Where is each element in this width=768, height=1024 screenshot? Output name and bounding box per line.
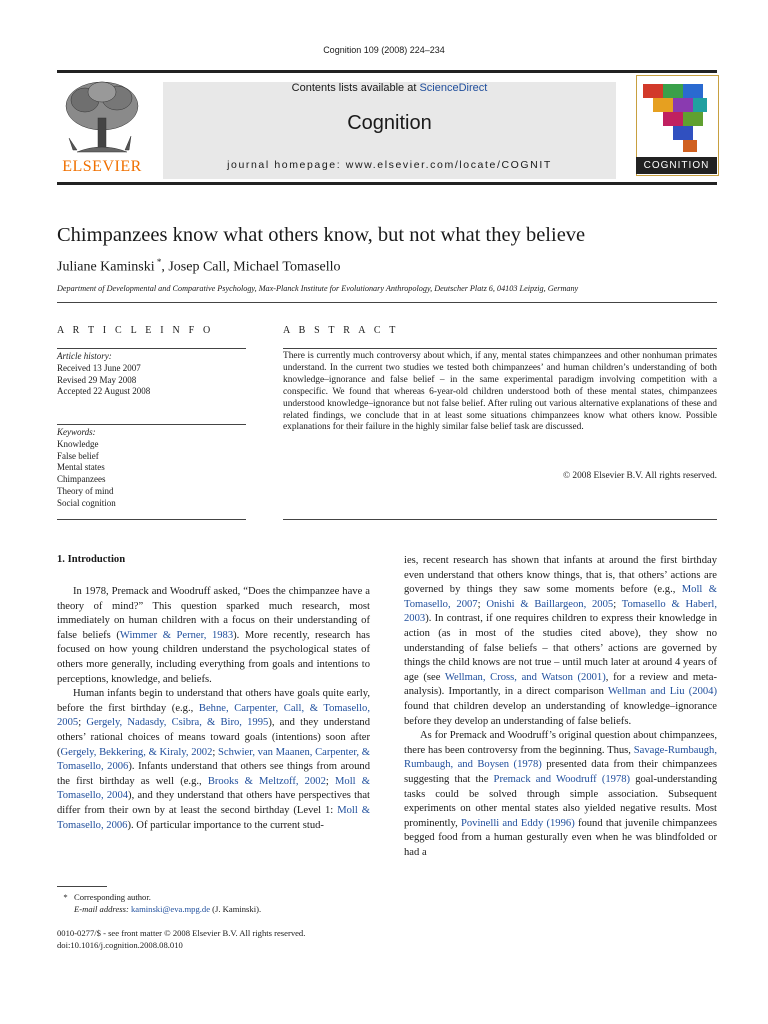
paragraph-text: found that juvenile chimpanzees begged food from a human gesturally even when he was blindfolded or had a [404, 817, 717, 858]
paragraph-text: goal-understanding tasks could be solved through simple association. Subsequent experiments on other mental states also yielded negative results. Most prominently, [404, 773, 717, 829]
paragraph-text: found that children develop an understanding of knowledge–ignorance before they develop an understanding of false beliefs. [404, 700, 717, 727]
paragraph-text: ; [325, 775, 335, 787]
front-matter-line: 0010-0277/$ - see front matter © 2008 Elsevier B.V. All rights reserved. [57, 928, 306, 938]
paragraph-text: ; [78, 717, 87, 729]
keyword: Mental states [57, 462, 105, 473]
section-heading-introduction: 1. Introduction [57, 554, 126, 565]
body-paragraph [404, 729, 717, 860]
citation-link[interactable]: Povinelli and Eddy (1996) [460, 817, 575, 829]
footnote-mark: * [63, 892, 68, 902]
paragraph-text: ). Of particular importance to the current stud- [127, 819, 324, 831]
contents-prefix: Contents lists available at [291, 82, 420, 94]
citation-link[interactable]: Moll & Tomasello, 2004 [57, 775, 370, 802]
abstract-rule [283, 348, 717, 349]
citation-link[interactable]: Premack and Woodruff (1978) [493, 773, 631, 785]
keyword: Theory of mind [57, 485, 114, 496]
email-link[interactable]: kaminski@eva.mpg.de [130, 904, 211, 914]
citation-link[interactable]: Moll & Tomasello, 2006 [57, 804, 370, 831]
article-history [57, 351, 246, 398]
paragraph-text: ; [613, 598, 622, 610]
paragraph-text: ), and they understand others’ rational choices of means toward goals (intentions) soon after ( [57, 717, 371, 758]
abstract-text: There is currently much controversy about which, if any, mental states chimpanzees and other nonhuman primates understand. In the current two studies we tested both chimpanzees’ and human children’s understanding of both knowledge–ignorance and false belief – in the same experimental paradigm involving competition with a conspecific. We found that whereas 6-year-old children understood both of these mental states, chimpanzees understood knowledge–ignorance but not false belief. After ruling out various alternative explanations of these and related findings, we conclude that in at least some situations chimpanzees know what others know. Possible explanations for their failure in the highly similar false belief task are discussed. [283, 351, 717, 433]
citation-link[interactable]: Moll & Tomasello, 2007 [404, 584, 717, 610]
paragraph-text: ies, recent research has shown that infants at around the first birthday even understand that others know things, that is, that others’ actions are governed by things they saw some moments before (e.g., [404, 555, 717, 596]
email-suffix: (J. Kaminski). [210, 904, 262, 914]
paragraph-text: ). More recently, research has focused on how young children understand the psychological states of others more generally, including everything from goals and intentions to perceptions, knowledge, and beliefs. [57, 629, 371, 685]
citation-link[interactable]: Schwier, van Maanen, Carpenter, & Tomasello, 2006 [57, 746, 371, 773]
body-paragraph [404, 554, 717, 729]
paragraph-text: , for a review and meta-analysis). Importantly, in a direct comparison [404, 671, 717, 698]
journal-homepage[interactable]: journal homepage: www.elsevier.com/locate/COGNIT [227, 159, 552, 171]
sciencedirect-link[interactable]: ScienceDirect [419, 82, 488, 94]
cover-label: COGNITION [636, 157, 717, 174]
other-authors: , Josep Call, Michael Tomasello [161, 259, 341, 275]
citation-link[interactable]: Wimmer & Perner, 1983 [119, 629, 234, 641]
journal-title: Cognition [347, 112, 432, 134]
paragraph-text: As for Premack and Woodruff’s original question about chimpanzees, there has been controversy from the beginning. Thus, [404, 730, 717, 756]
corresponding-author-mark[interactable]: * [154, 257, 162, 267]
author-list [57, 257, 341, 276]
elsevier-wordmark: ELSEVIER [62, 158, 142, 175]
history-revised: Revised 29 May 2008 [57, 374, 137, 385]
paper-title: Chimpanzees know what others know, but not what they believe [57, 224, 586, 246]
abstract-copyright: © 2008 Elsevier B.V. All rights reserved. [562, 471, 717, 481]
citation-link[interactable]: Wellman and Liu (2004) [608, 686, 717, 698]
article-info-heading: A R T I C L E I N F O [57, 325, 214, 336]
affiliation: Department of Developmental and Comparative Psychology, Max-Planck Institute for Evolutionary Anthropology, Deutscher Platz 6, 04103 Leipzig, Germany [57, 284, 579, 293]
citation-link[interactable]: Gergely, Bekkering, & Kiraly, 2002 [60, 746, 213, 758]
article-info-rule [57, 348, 246, 349]
paragraph-text: ; [212, 746, 219, 758]
paragraph-text: ), and they understand that others have perspectives that differ from their own by at least the second birthday (Level 1: [57, 790, 370, 816]
body-column-right [404, 554, 717, 860]
masthead-bottom-rule [57, 182, 717, 185]
keyword: Chimpanzees [57, 474, 106, 485]
paragraph-text: ). In contrast, if one requires children to express their knowledge in action (as in most of the studies cited above), they show no understanding of false beliefs – that others’ actions are governed by things the child knows are not true – until much later at around 4 years of age (see [404, 613, 717, 683]
citation-link[interactable]: Wellman, Cross, and Watson (2001) [444, 671, 606, 683]
citation-link[interactable]: Gergely, Nadasdy, Csibra, & Biro, 1995 [86, 717, 269, 729]
citation-link[interactable]: Savage-Rumbaugh, Rumbaugh, and Boysen (1978) [404, 744, 717, 771]
history-received: Received 13 June 2007 [57, 362, 141, 373]
email-label: E-mail address: [74, 904, 131, 914]
body-column-left [57, 585, 370, 833]
keyword: False belief [57, 450, 99, 461]
footnote [57, 891, 377, 915]
doi-line[interactable]: doi:10.1016/j.cognition.2008.08.010 [57, 940, 183, 950]
imprint [57, 927, 387, 951]
citation-link[interactable]: Tomasello & Haberl, 2003 [404, 598, 717, 625]
masthead-top-rule [57, 70, 717, 73]
paragraph-text: ). Infants understand that others see things from around the first birthday as well (e.g., [57, 761, 370, 787]
contents-line [163, 82, 616, 94]
keyword: Social cognition [57, 497, 116, 508]
abstract-heading: A B S T R A C T [283, 325, 399, 336]
citation-link[interactable]: Behne, Carpenter, Call, & Tomasello, 2005 [57, 702, 370, 729]
abstract-end-rule [283, 519, 717, 520]
article-info-end-rule [57, 519, 246, 520]
history-label: Article history: [57, 351, 112, 361]
footnote-rule [57, 886, 107, 887]
journal-citation: Cognition 109 (2008) 224–234 [323, 45, 445, 55]
keywords-rule [57, 424, 246, 425]
keywords-label: Keywords: [57, 427, 96, 437]
paragraph-text: Human infants begin to understand that others have goals quite early, before the first birthday (e.g., [57, 688, 370, 714]
keyword: Knowledge [57, 438, 99, 449]
corresponding-author-note: Corresponding author. [74, 892, 151, 902]
body-paragraph [57, 687, 370, 833]
citation-link[interactable]: Brooks & Meltzoff, 2002 [207, 775, 326, 787]
paragraph-text: presented data from their chimpanzees suggesting that the [404, 759, 717, 785]
keywords-list [57, 427, 246, 510]
paragraph-text: In 1978, Premack and Woodruff asked, “Does the chimpanzee have a theory of mind?” This question sparked much research, most immediately on human children with a focus on their understanding of false beliefs ( [57, 586, 370, 641]
history-accepted: Accepted 22 August 2008 [57, 386, 151, 397]
citation-link[interactable]: Onishi & Baillargeon, 2005 [486, 598, 614, 610]
author-kaminski: Juliane Kaminski [57, 259, 155, 275]
body-paragraph [57, 585, 370, 687]
affiliation-rule [57, 302, 717, 303]
paragraph-text: ; [477, 598, 487, 610]
